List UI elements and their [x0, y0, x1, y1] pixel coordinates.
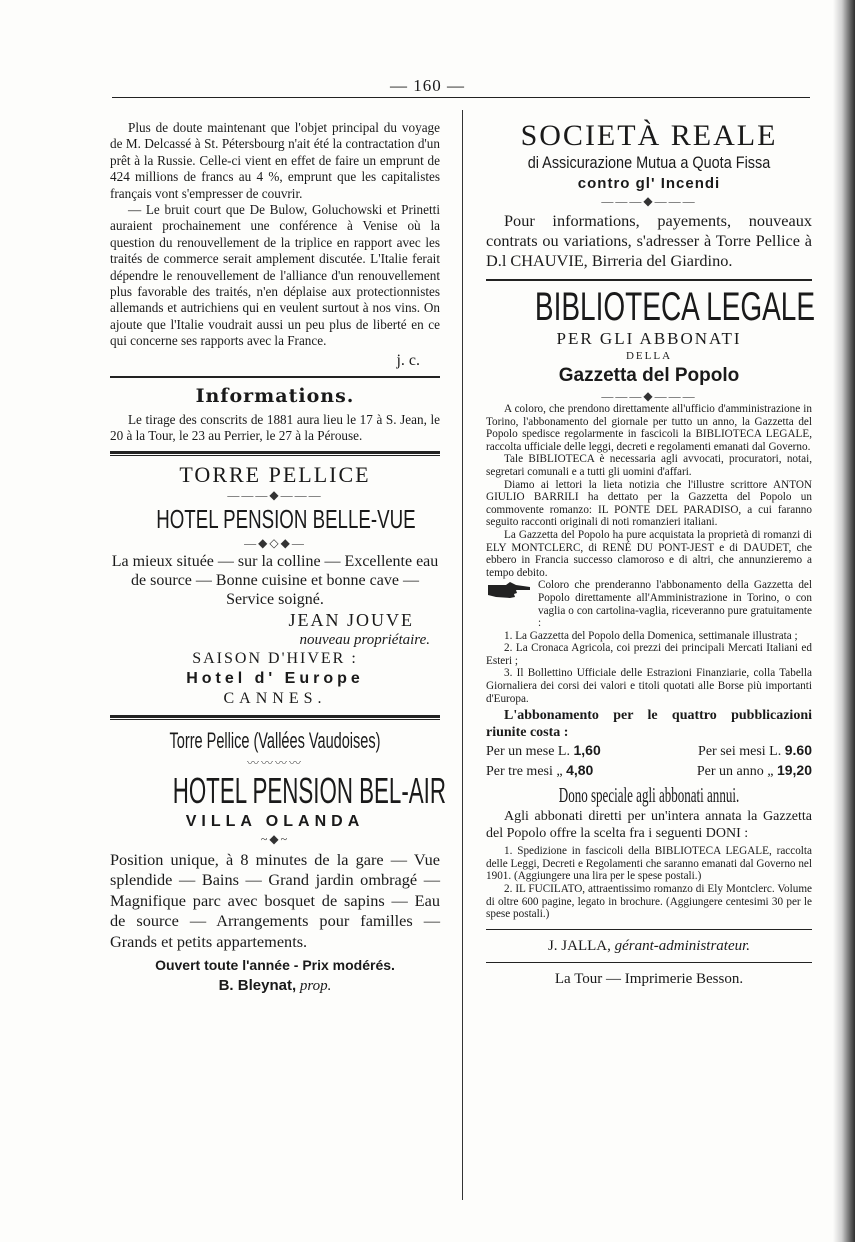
ad-title: SOCIETÀ REALE [520, 119, 778, 152]
rule [486, 962, 812, 963]
price-value: 19,20 [776, 762, 812, 779]
ad-paragraph-5: Coloro che prenderanno l'abbonamento della Gazzetta del Popolo direttamente all'Amministrazione in Torino, o con vaglia o con cartolina-vaglia, riceveranno pure gratuitamente : [538, 579, 812, 630]
header-rule [112, 97, 810, 98]
left-column [110, 120, 446, 997]
pointing-hand-icon [486, 579, 532, 601]
price-value: 1,60 [573, 742, 601, 759]
price-value: 4,80 [566, 762, 594, 779]
ad-owner-role: nouveau propriétaire. [299, 631, 430, 648]
ad-owner: B. Bleynat, [218, 977, 297, 994]
informations-text: Le tirage des conscrits de 1881 aura lieu le 17 à S. Jean, le 20 à la Tour, le 23 au Perrier, le 27 à la Pérouse. [110, 411, 440, 444]
price-label: Per un anno „ [696, 764, 774, 780]
right-column [486, 119, 816, 989]
rule [110, 715, 440, 720]
flourish-ornament: ———◆——— [227, 487, 323, 502]
price-label: Per un mese L. [486, 744, 570, 760]
price-value: 9.60 [784, 742, 812, 759]
rule [486, 929, 812, 930]
ad-owner-role: prop. [299, 978, 332, 994]
ad-dono-item: 2. IL FUCILATO, attraentissimo romanzo di Ely Montclerc. Volume di oltre 600 pagine, legato in brochure. (Aggiungere centesimi 30 per le spese postali.) [486, 883, 812, 921]
article-paragraph-1: Plus de doute maintenant que l'objet principal du voyage de M. Delcassé à St. Pétersbourg n'ait été la contractation d'un prêt à la Russie. Celle-ci vient en effet de faire un emprunt de 424 millions de francs au 4 %, emprunt que les capitalistes français vont s'empresser de couvrir. [110, 120, 440, 201]
imprint: La Tour — Imprimerie Besson. [554, 970, 744, 987]
ad-open: Ouvert toute l'année - Prix modérés. [155, 957, 395, 973]
ad-hotel-europe: Hotel d' Europe [186, 669, 364, 687]
price-row [486, 761, 812, 781]
ad-description: Pour informations, payements, nouveaux contrats ou variations, s'adresser à Torre Pellice à D.l CHAUVIE, Birreria del Giardino. [486, 211, 812, 270]
ad-line-3: DELLA [625, 350, 673, 362]
ad-paragraph-4: La Gazzetta del Popolo ha pure acquistata la proprietà di romanzi di ELY MONTCLERC, di RENÉ DU PONT-JEST e di DAUDET, che ebbero in Francia successo clamoroso e di altri, che annunzieremo a tempo debito. [486, 528, 812, 579]
flourish-ornament: ———◆——— [601, 194, 697, 208]
ad-biblioteca-legale [486, 285, 816, 989]
ad-place: TORRE PELLICE [179, 461, 371, 487]
flourish-ornament: ———◆——— [601, 389, 697, 403]
flourish-ornament: 〰〰〰〰 [246, 755, 303, 770]
page-edge-shadow [833, 0, 855, 1242]
column-divider [462, 110, 463, 1200]
ad-city: CANNES. [223, 689, 327, 707]
flourish-ornament: ~◆~ [260, 831, 290, 846]
ad-list-item: 1. La Gazzetta del Popolo della Domenica, settimanale illustrata ; [504, 629, 798, 642]
ad-villa: VILLA OLANDA [185, 812, 365, 830]
ad-paragraph-3: Diamo ai lettori la lieta notizia che l'illustre scrittore ANTON GIULIO BARRILI ha dettato per la Gazzetta del Popolo un commovente romanzo: IL PONTE DEL PARADISO, a cui faranno seguito racconti originali di noti romanzieri italiani. [486, 478, 812, 529]
ad-hotel-name: HOTEL PENSION BEL-AIR [172, 769, 446, 811]
price-row [486, 741, 812, 761]
ad-dono-item: 1. Spedizione in fascicoli della BIBLIOTECA LEGALE, raccolta delle Leggi, Decreti e Regolamenti che saranno emanati dal Governo nel 1901. (Aggiungere una lira per le spese postali.) [486, 845, 812, 883]
article-signature: j. c. [396, 351, 420, 369]
ad-costa: L'abbonamento per le quattro pubblicazioni riunite costa : [486, 708, 812, 741]
rule [110, 376, 440, 378]
ad-season: SAISON D'HIVER : [192, 649, 358, 667]
ad-subtitle: di Assicurazione Mutua a Quota Fissa [527, 153, 771, 172]
ad-hotel-name: HOTEL PENSION BELLE-VUE [156, 503, 416, 534]
ad-hotel-belle-vue [110, 462, 440, 709]
ad-societa-reale [486, 120, 812, 271]
ad-paragraph-2: Tale BIBLIOTECA è necessaria agli avvocati, procuratori, notai, segretari comunali e a tutti gli uomini d'affari. [486, 453, 812, 478]
ad-list-item: 3. Il Bollettino Ufficiale delle Estrazioni Finanziarie, colla Tabella Giornaliera dei corsi dei valori e titoli quotati alle Borse più importanti d'Europa. [486, 667, 812, 705]
rule [110, 451, 440, 456]
ad-place: Torre Pellice (Vallées Vaudoises) [169, 727, 381, 753]
ad-line-4: Gazzetta del Popolo [558, 365, 740, 386]
ad-description: La mieux située — sur la colline — Excellente eau de source — Bonne cuisine et bonne cave — Service soigné. [111, 552, 439, 608]
ad-subtitle-2: contro gl' Incendi [577, 175, 721, 192]
page-number: — 160 — [390, 76, 465, 95]
informations-title: Informations. [195, 384, 355, 407]
ad-dono-title: Dono speciale agli abbonati annui. [558, 783, 740, 808]
ad-paragraph-1: A coloro, che prendono direttamente all'ufficio d'amministrazione in Torino, l'abbonamento del giornale per tutto un anno, la Gazzetta del Popolo spedisce regolarmente in fascicoli la BIBLIOTECA LEGALE, raccolta ufficiale delle leggi, decreti e regolamenti emanati dal Governo. [486, 403, 812, 453]
ad-owner: JEAN JOUVE [288, 609, 414, 630]
gerant-name: J. JALLA, [547, 937, 611, 954]
gerant-role: gérant-administrateur. [614, 937, 751, 954]
article-paragraph-2: — Le bruit court que De Bulow, Goluchowski et Prinetti auraient prochainement une conférence à Venise où la question du renouvellement de la triplice en rapport avec les traités de commerce serait amplement discutée. L'Italie ferait dépendre le renouvellement de l'alliance d'un renouvellement plus favorable des traités, n'en déplaise aux protectionnistes allemands et autrichiens qui en veulent surtout à nos vins. On ajoute que l'Italie voudrait aussi un peu plus de liberté en ce qui concerne ses rapports avec la France. [110, 202, 440, 349]
rule [486, 279, 812, 281]
price-label: Per tre mesi „ [486, 764, 563, 780]
flourish-ornament: —◆◇◆— [244, 535, 306, 550]
ad-line-2: PER GLI ABBONATI [556, 329, 742, 348]
ad-title: BIBLIOTECA LEGALE [534, 285, 816, 329]
ad-description: Position unique, à 8 minutes de la gare — Vue splendide — Bains — Grand jardin ombragé — Magnifique parc avec bosquet de sapins — Eau de source — Arrangements pour familles — Grands et petits appartements. [110, 849, 440, 951]
ad-hotel-bel-air [110, 726, 446, 998]
ad-dono-text: Agli abbonati diretti per un'intera annata la Gazzetta del Popolo offre la scelta fra i seguenti DONI : [486, 809, 812, 841]
ad-list-item: 2. La Cronaca Agricola, coi prezzi dei principali Mercati Italiani ed Esteri ; [486, 642, 812, 667]
price-label: Per sei mesi L. [698, 744, 782, 760]
